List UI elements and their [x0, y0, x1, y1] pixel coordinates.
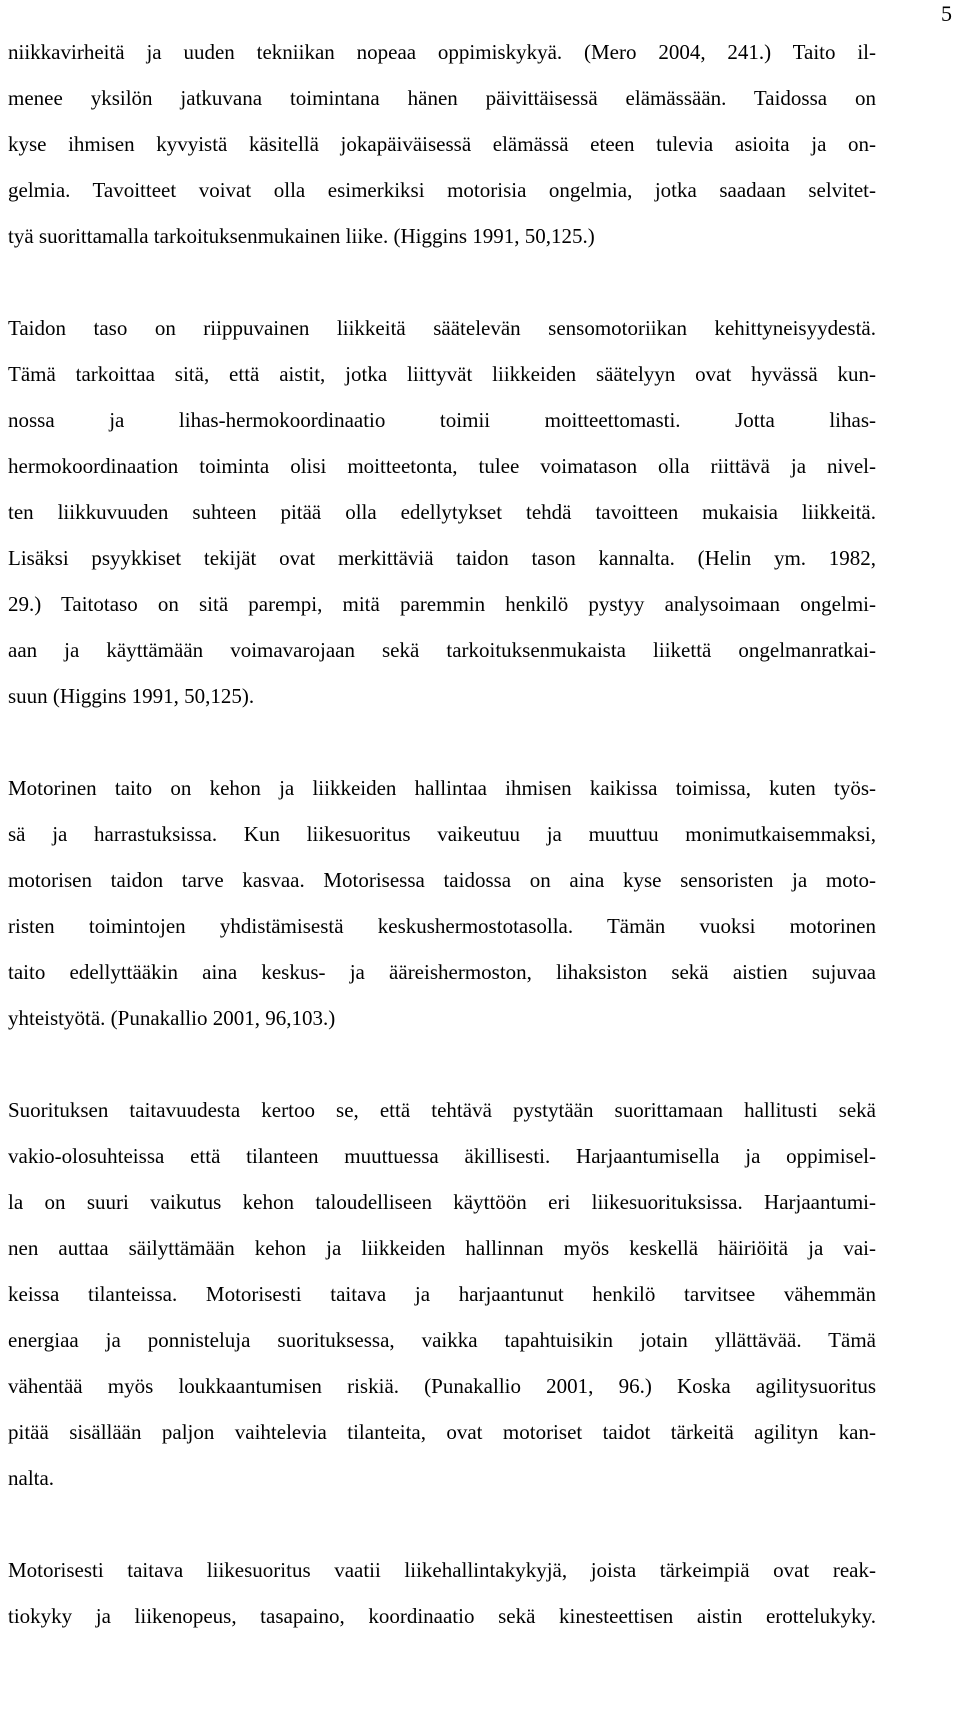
- paragraph-gap: [8, 1501, 876, 1547]
- text-line: gelmia. Tavoitteet voivat olla esimerkiksi motorisia ongelmia, jotka saadaan selvitet-: [8, 178, 876, 202]
- text-line: tiokyky ja liikenopeus, tasapaino, koordinaatio sekä kinesteettisen aistin erottelukyky.: [8, 1604, 876, 1628]
- text-line: nossa ja lihas-hermokoordinaatio toimii moitteettomasti. Jotta lihas-: [8, 408, 876, 432]
- text-line: Motorinen taito on kehon ja liikkeiden hallintaa ihmisen kaikissa toimissa, kuten työs-: [8, 776, 876, 800]
- text-line: suun (Higgins 1991, 50,125).: [8, 684, 255, 708]
- text-line: kyse ihmisen kyvyistä käsitellä jokapäiväisessä elämässä eteen tulevia asioita ja on-: [8, 132, 876, 156]
- paragraph: [8, 1087, 876, 1501]
- paragraph: [8, 1547, 876, 1639]
- text-line: keissa tilanteissa. Motorisesti taitava ja harjaantunut henkilö tarvitsee vähemmän: [8, 1282, 876, 1306]
- text-line: Suorituksen taitavuudesta kertoo se, että tehtävä pystytään suorittamaan hallitusti sekä: [8, 1098, 876, 1122]
- text-line: vakio-olosuhteissa että tilanteen muuttuessa äkillisesti. Harjaantumisella ja oppimisel-: [8, 1144, 876, 1168]
- text-line: Tämä tarkoittaa sitä, että aistit, jotka liittyvät liikkeiden säätelyyn ovat hyvässä kun-: [8, 362, 876, 386]
- text-line: vähentää myös loukkaantumisen riskiä. (Punakallio 2001, 96.) Koska agilitysuoritus: [8, 1374, 876, 1398]
- text-line: yhteistyötä. (Punakallio 2001, 96,103.): [8, 1006, 336, 1030]
- text-line: 29.) Taitotaso on sitä parempi, mitä paremmin henkilö pystyy analysoimaan ongelmi-: [8, 592, 876, 616]
- text-line: niikkavirheitä ja uuden tekniikan nopeaa oppimiskykyä. (Mero 2004, 241.) Taito il-: [8, 40, 876, 64]
- document-body: [8, 29, 876, 1639]
- paragraph-gap: [8, 719, 876, 765]
- text-line: risten toimintojen yhdistämisestä keskushermostotasolla. Tämän vuoksi motorinen: [8, 914, 876, 938]
- paragraph: [8, 29, 876, 259]
- text-line: tyä suorittamalla tarkoituksenmukainen liike. (Higgins 1991, 50,125.): [8, 224, 595, 248]
- text-line: taito edellyttääkin aina keskus- ja ääreishermoston, lihaksiston sekä aistien sujuvaa: [8, 960, 876, 984]
- paragraph: [8, 305, 876, 719]
- text-line: nen auttaa säilyttämään kehon ja liikkeiden hallinnan myös keskellä häiriöitä ja vai-: [8, 1236, 876, 1260]
- text-line: energiaa ja ponnisteluja suorituksessa, vaikka tapahtuisikin jotain yllättävää. Tämä: [8, 1328, 876, 1352]
- text-line: sä ja harrastuksissa. Kun liikesuoritus vaikeutuu ja muuttuu monimutkaisemmaksi,: [8, 822, 876, 846]
- text-line: Motorisesti taitava liikesuoritus vaatii liikehallintakykyjä, joista tärkeimpiä ovat reak-: [8, 1558, 876, 1582]
- text-line: Taidon taso on riippuvainen liikkeitä säätelevän sensomotoriikan kehittyneisyydestä.: [8, 316, 876, 340]
- text-line: aan ja käyttämään voimavarojaan sekä tarkoituksenmukaista liikettä ongelmanratkai-: [8, 638, 876, 662]
- paragraph-gap: [8, 1041, 876, 1087]
- text-line: menee yksilön jatkuvana toimintana hänen päivittäisessä elämässään. Taidossa on: [8, 86, 876, 110]
- paragraph-gap: [8, 259, 876, 305]
- paragraph: [8, 765, 876, 1041]
- text-line: nalta.: [8, 1466, 55, 1490]
- text-line: hermokoordinaation toiminta olisi moitteetonta, tulee voimatason olla riittävä ja nivel-: [8, 454, 876, 478]
- page-number: 5: [941, 1, 952, 26]
- text-line: pitää sisällään paljon vaihtelevia tilanteita, ovat motoriset taidot tärkeitä agilityn kan-: [8, 1420, 876, 1444]
- text-line: motorisen taidon tarve kasvaa. Motorisessa taidossa on aina kyse sensoristen ja moto-: [8, 868, 876, 892]
- text-line: ten liikkuvuuden suhteen pitää olla edellytykset tehdä tavoitteen mukaisia liikkeitä.: [8, 500, 876, 524]
- text-line: Lisäksi psyykkiset tekijät ovat merkittäviä taidon tason kannalta. (Helin ym. 1982,: [8, 546, 876, 570]
- text-line: la on suuri vaikutus kehon taloudelliseen käyttöön eri liikesuorituksissa. Harjaantumi-: [8, 1190, 876, 1214]
